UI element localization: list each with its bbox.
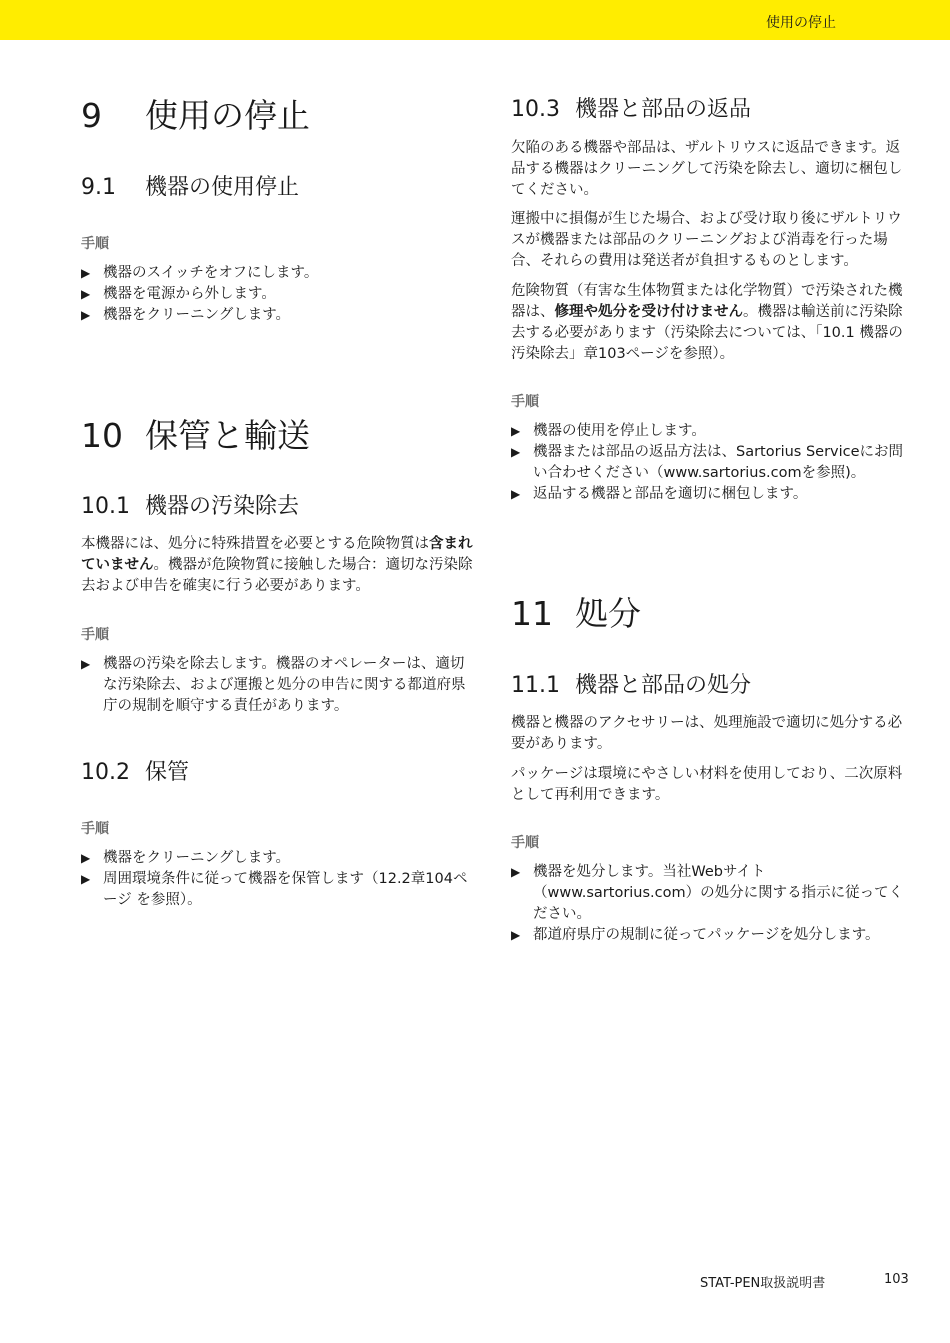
section-9-heading [81,96,476,136]
section-9-1-heading [81,174,476,202]
list-item: ▶ 機器または部品の返品方法は、Sartorius Serviceにお問い合わせください（www.sartorius.comを参照)。 [511,444,904,481]
section-number: 11 [511,594,553,633]
arrow-right-icon: ▶ [511,928,521,942]
step-list-10-3 [511,421,906,505]
section-10-heading [81,416,476,456]
section-number: 11.1 [511,673,560,698]
section-title: 使用の停止 [145,96,310,135]
section-10-1-heading [81,493,476,521]
section-10-3-heading [511,96,906,124]
procedure-label: 手順 [511,394,539,410]
procedure-label: 手順 [511,835,539,851]
paragraph-11-1-1: 機器と機器のアクセサリーは、処理施設で適切に処分する必要があります。 [511,715,903,752]
section-number: 10.1 [81,494,130,519]
section-11-1-heading [511,672,906,700]
list-item: ▶ 機器のスイッチをオフにします。 [81,263,476,284]
paragraph-11-1-2: パッケージは環境にやさしい材料を使用しており、二次原料として再利用できます。 [511,766,903,803]
list-item: ▶ 機器を電源から外します。 [81,284,476,305]
section-10-2-heading [81,759,476,787]
arrow-right-icon: ▶ [81,287,91,301]
arrow-right-icon: ▶ [81,657,91,671]
section-title: 機器の汚染除去 [145,494,300,519]
section-number: 9 [81,96,102,135]
header-title: 使用の停止 [766,15,836,31]
paragraph-10-3-2: 運搬中に損傷が生じた場合、および受け取り後にザルトリウスが機器または部品のクリーニングおよび消毒を行った場合、それらの費用は発送者が負担するものとします。 [511,211,902,269]
section-11-heading [511,594,906,634]
list-item: ▶ 都道府県庁の規制に従ってパッケージを処分します。 [511,925,906,946]
list-item: ▶ 機器をクリーニングします。 [81,848,476,869]
step-list-11-1 [511,862,906,946]
procedure-label: 手順 [81,821,109,837]
footer-page-number: 103 [884,1272,909,1287]
arrow-right-icon: ▶ [511,445,521,459]
list-item: ▶ 返品する機器と部品を適切に梱包します。 [511,484,906,505]
section-number: 10.3 [511,97,560,122]
step-list-10-2 [81,848,476,911]
section-title: 機器と部品の処分 [575,673,752,698]
header-bar [0,0,950,40]
section-title: 機器の使用停止 [145,175,300,200]
section-number: 10.2 [81,760,130,785]
section-title: 処分 [575,594,641,633]
list-item: ▶ 周囲環境条件に従って機器を保管します（12.2章104ページ を参照）。 [81,871,468,908]
arrow-right-icon: ▶ [511,487,521,501]
arrow-right-icon: ▶ [81,308,91,322]
list-item: ▶ 機器を処分します。当社Webサイト（www.sartorius.com）の処分に関する指示に従ってください。 [511,864,904,922]
list-item: ▶ 機器の汚染を除去します。機器のオペレーターは、適切な汚染除去、および運搬と処分の申告に関する都道府県庁の規制を順守する責任があります。 [81,656,466,714]
footer-doc-title: STAT-PEN取扱説明書 [700,1276,826,1291]
procedure-label: 手順 [81,627,109,643]
paragraph-10-3-1: 欠陥のある機器や部品は、ザルトリウスに返品できます。返品する機器はクリーニングして汚染を除去し、適切に梱包してください。 [511,140,903,198]
section-title: 保管 [145,760,190,785]
section-title: 保管と輸送 [145,416,310,455]
section-number: 9.1 [81,175,116,200]
arrow-right-icon: ▶ [81,266,91,280]
procedure-label: 手順 [81,236,109,252]
list-item: ▶ 機器をクリーニングします。 [81,305,476,326]
step-list-9-1 [81,263,476,326]
section-title: 機器と部品の返品 [575,97,752,122]
arrow-right-icon: ▶ [511,865,521,879]
paragraph-10-3-3: 危険物質（有害な生体物質または化学物質）で汚染された機器は、修理や処分を受け付けません。機器は輸送前に汚染除去する必要があります（汚染除去については、「10.1 機器の汚染除去」章103ページを参照）。 [511,283,903,362]
arrow-right-icon: ▶ [81,872,91,886]
list-item: ▶ 機器の使用を停止します。 [511,421,906,442]
paragraph-10-1: 本機器には、処分に特殊措置を必要とする危険物質は含まれていません。機器が危険物質に接触した場合：適切な汚染除去および申告を確実に行う必要があります。 [81,536,473,594]
arrow-right-icon: ▶ [81,851,91,865]
step-list-10-1 [81,654,476,717]
section-number: 10 [81,416,123,455]
arrow-right-icon: ▶ [511,424,521,438]
